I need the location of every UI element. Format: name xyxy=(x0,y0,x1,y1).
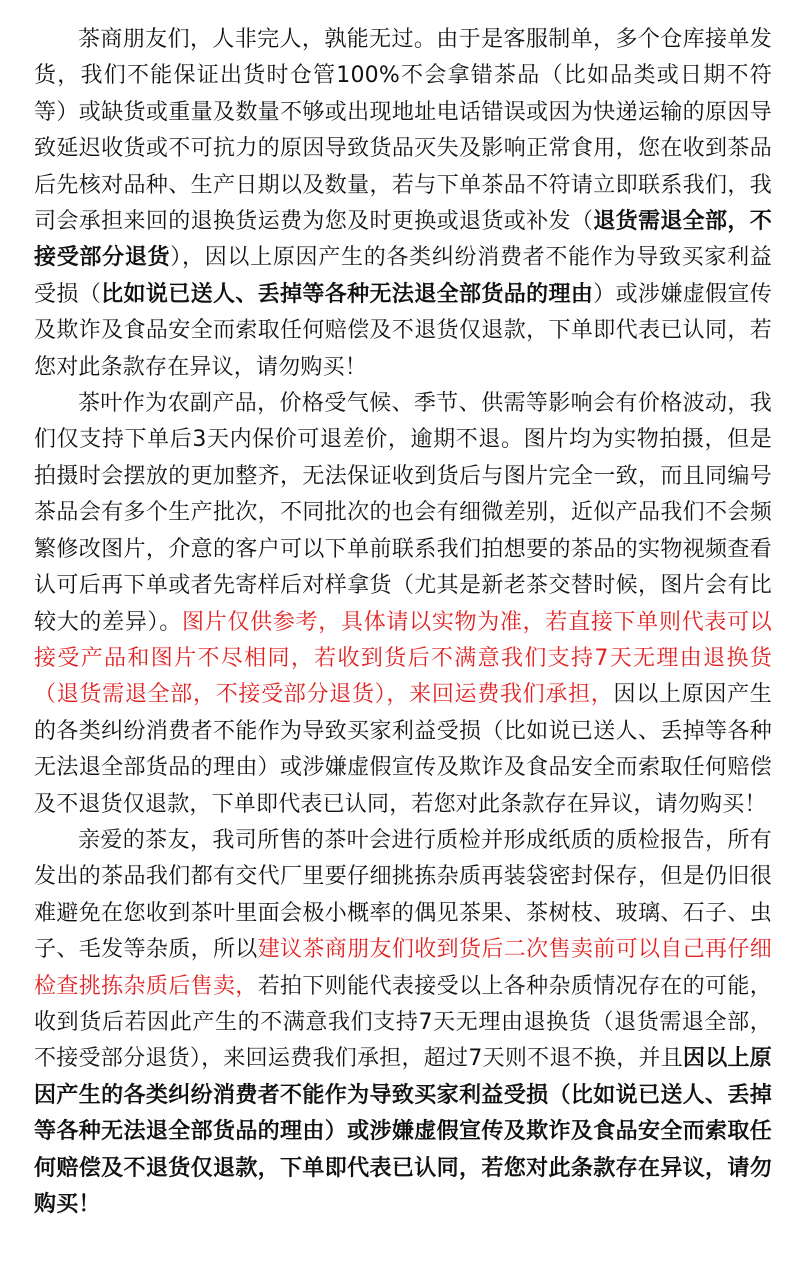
text-segment: ）或涉嫌虚假宣传及欺诈及食品安全而索取任何赔偿及不退货仅退款，下单即代表已认同，若您对此条款存在异议，请勿购买！ xyxy=(34,281,772,380)
red-text-inspect-before-resale: 建议茶商朋友们收到货后二次售卖前可以自己再仔细检查挑拣杂质后售卖， xyxy=(34,937,772,999)
text-segment: 茶商朋友们，人非完人，孰能无过。由于是客服制单，多个仓库接单发货，我们不能保证出货时仓管100%不会拿错茶品（比如品类或日期不符等）或缺货或重量及数量不够或出现地址电话错误或因为快递运输的原因导致延迟收货或不可抗力的原因导致货品灭失及影响正常食用，您在收到茶品后先核对品种、生产日期以及数量，若与下单茶品不符请立即联系我们，我司会承担来回的退换货运费为您及时更换或退货或补发（ xyxy=(34,27,772,235)
paragraph-order-error-policy xyxy=(34,22,772,386)
paragraph-price-and-image-policy xyxy=(34,386,772,823)
text-segment: 若拍下则能代表接受以上各种杂质情况存在的可能，收到货后若因此产生的不满意我们支持7天无理由退换货（退货需退全部，不接受部分退货），来回运费我们承担，超过7天则不退不换，并且 xyxy=(34,973,772,1072)
bold-text-return-all-only: 退货需退全部，不接受部分退货 xyxy=(34,209,772,271)
paragraph-impurity-policy xyxy=(34,823,772,1223)
text-segment: 亲爱的茶友，我司所售的茶叶会进行质检并形成纸质的质检报告，所有发出的茶品我们都有交代厂里要仔细挑拣杂质再装袋密封保存，但是仍旧很难避免在您收到茶叶里面会极小概率的偶见茶果、茶树枝、玻璃、石子、虫子、毛发等杂质，所以 xyxy=(34,827,772,963)
text-segment: 因以上原因产生的各类纠纷消费者不能作为导致买家利益受损（比如说已送人、丢掉等各种无法退全部货品的理由）或涉嫌虚假宣传及欺诈及食品安全而索取任何赔偿及不退货仅退款，下单即代表已认同，若您对此条款存在异议，请勿购买！ xyxy=(34,682,773,817)
bold-text-disclaimer: 因以上原因产生的各类纠纷消费者不能作为导致买家利益受损（比如说已送人、丢掉等各种无法退全部货品的理由）或涉嫌虚假宣传及欺诈及食品安全而索取任何赔偿及不退货仅退款，下单即代表已认同，若您对此条款存在异议，请勿购买！ xyxy=(34,1046,772,1217)
red-text-image-reference-notice: 图片仅供参考，具体请以实物为准，若直接下单则代表可以接受产品和图片不尽相同，若收到货后不满意我们支持7天无理由退换货（退货需退全部，不接受部分退货），来回运费我们承担， xyxy=(34,609,773,708)
text-segment: 茶叶作为农副产品，价格受气候、季节、供需等影响会有价格波动，我们仅支持下单后3天内保价可退差价，逾期不退。图片均为实物拍摄，但是拍摄时会摆放的更加整齐，无法保证收到货后与图片完全一致，而且同编号茶品会有多个生产批次，不同批次的也会有细微差别，近似产品我们不会频繁修改图片，介意的客户可以下单前联系我们拍想要的茶品的实物视频查看认可后再下单或者先寄样后对样拿货（尤其是新老茶交替时候，图片会有比较大的差异）。 xyxy=(34,391,772,635)
text-segment: ），因以上原因产生的各类纠纷消费者不能作为导致买家利益受损（ xyxy=(34,245,773,307)
bold-text-invalid-reasons: 比如说已送人、丢掉等各种无法退全部货品的理由 xyxy=(101,281,594,307)
